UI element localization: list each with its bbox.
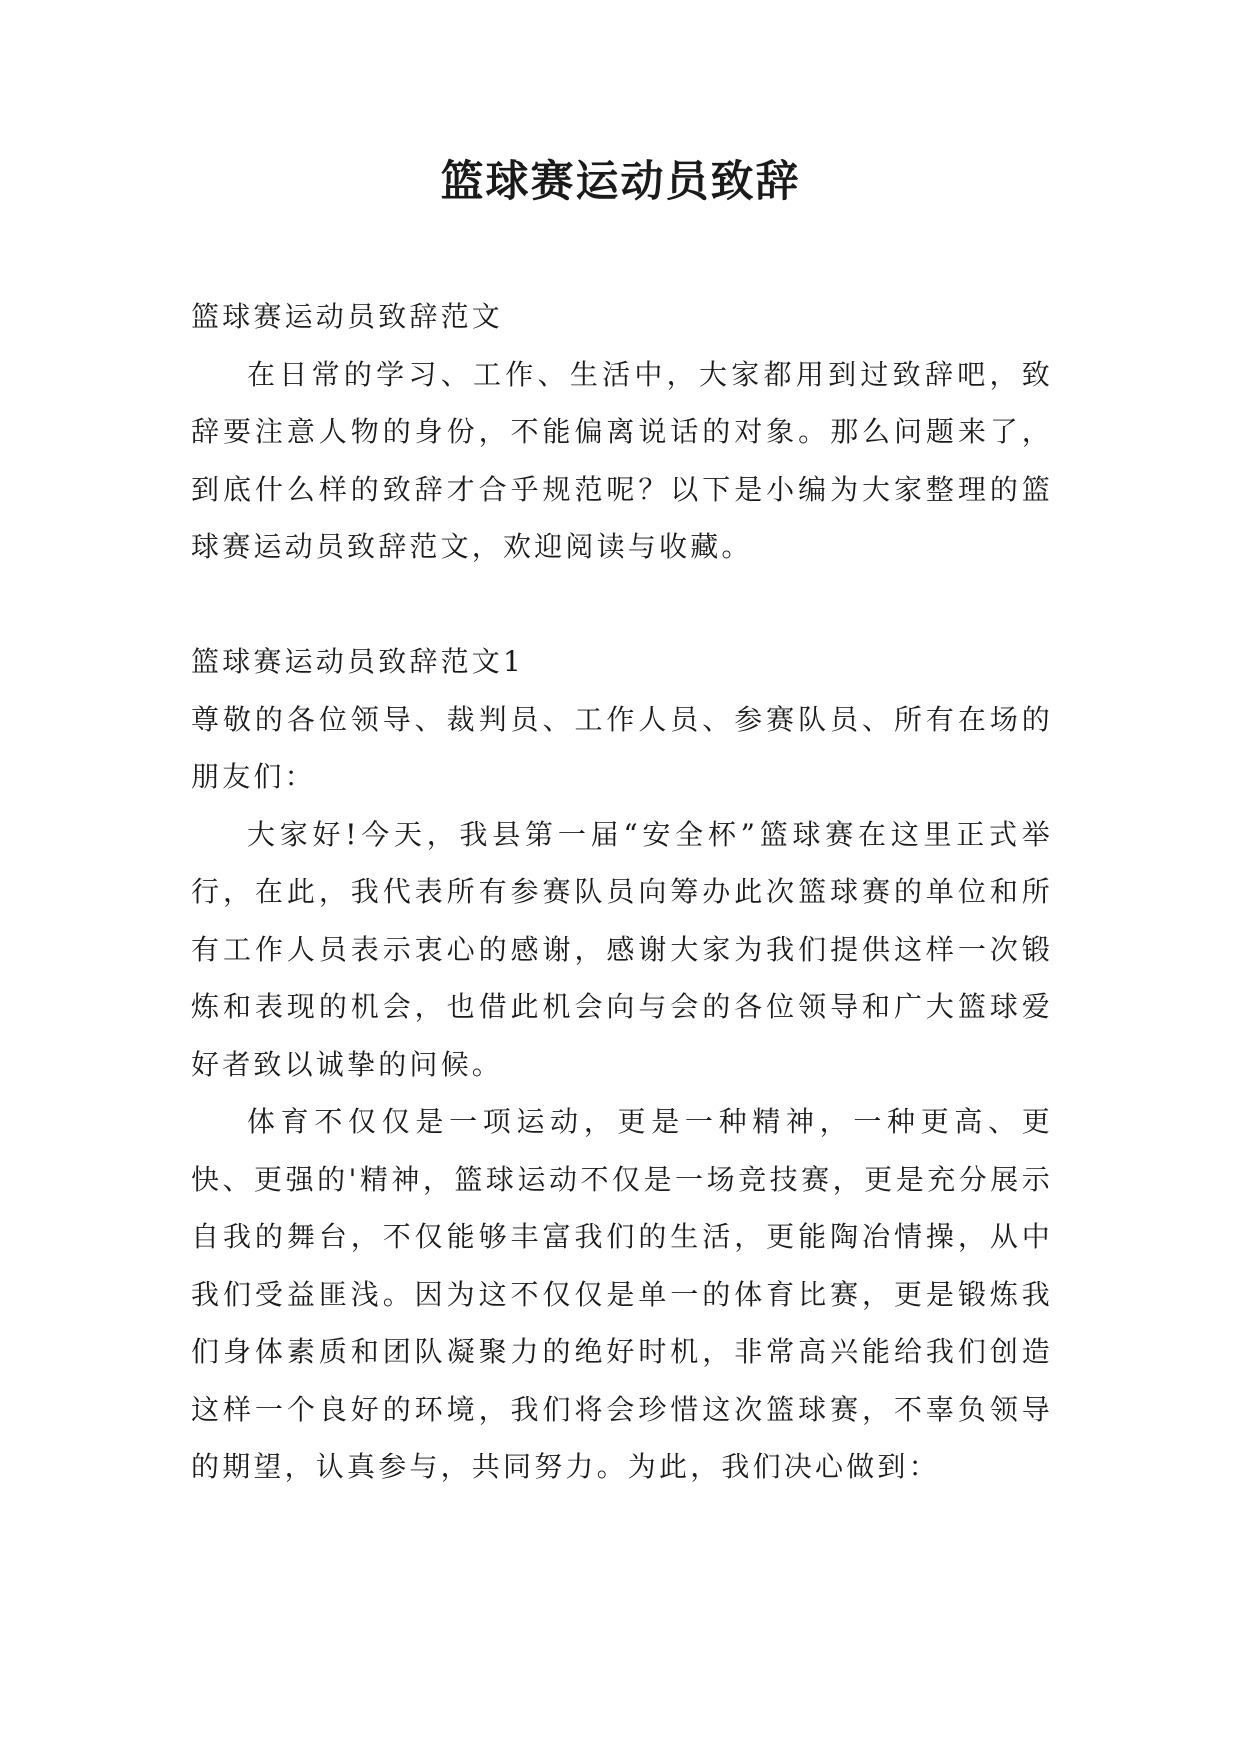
greeting-paragraph: 尊敬的各位领导、裁判员、工作人员、参赛队员、所有在场的朋友们： — [191, 702, 1053, 793]
body-paragraph-2: 体育不仅仅是一项运动，更是一种精神，一种更高、更快、更强的'精神，篮球运动不仅是一场竞技赛，更是充分展示自我的舞台，不仅能够丰富我们的生活，更能陶冶情操，从中我们受益匪浅。因为这不仅仅是单一的体育比赛，更是锻炼我们身体素质和团队凝聚力的绝好时机，非常高兴能给我们创造这样一个良好的环境，我们将会珍惜这次篮球赛，不辜负领导的期望，认真参与，共同努力。为此，我们决心做到： — [191, 1105, 1053, 1483]
subtitle: 篮球赛运动员致辞范文 — [191, 300, 504, 333]
document-title: 篮球赛运动员致辞 — [440, 157, 801, 207]
document-body — [191, 288, 1053, 1496]
section-spacer — [191, 576, 1053, 634]
section-heading: 篮球赛运动员致辞范文1 — [191, 645, 525, 678]
intro-paragraph: 在日常的学习、工作、生活中，大家都用到过致辞吧，致辞要注意人物的身份，不能偏离说话的对象。那么问题来了，到底什么样的致辞才合乎规范呢？以下是小编为大家整理的篮球赛运动员致辞范文，欢迎阅读与收藏。 — [191, 357, 1053, 563]
body-paragraph-1: 大家好!今天，我县第一届“安全杯”篮球赛在这里正式举行，在此，我代表所有参赛队员向筹办此次篮球赛的单位和所有工作人员表示衷心的感谢，感谢大家为我们提供这样一次锻炼和表现的机会，也借此机会向与会的各位领导和广大篮球爱好者致以诚挚的问候。 — [191, 817, 1053, 1081]
